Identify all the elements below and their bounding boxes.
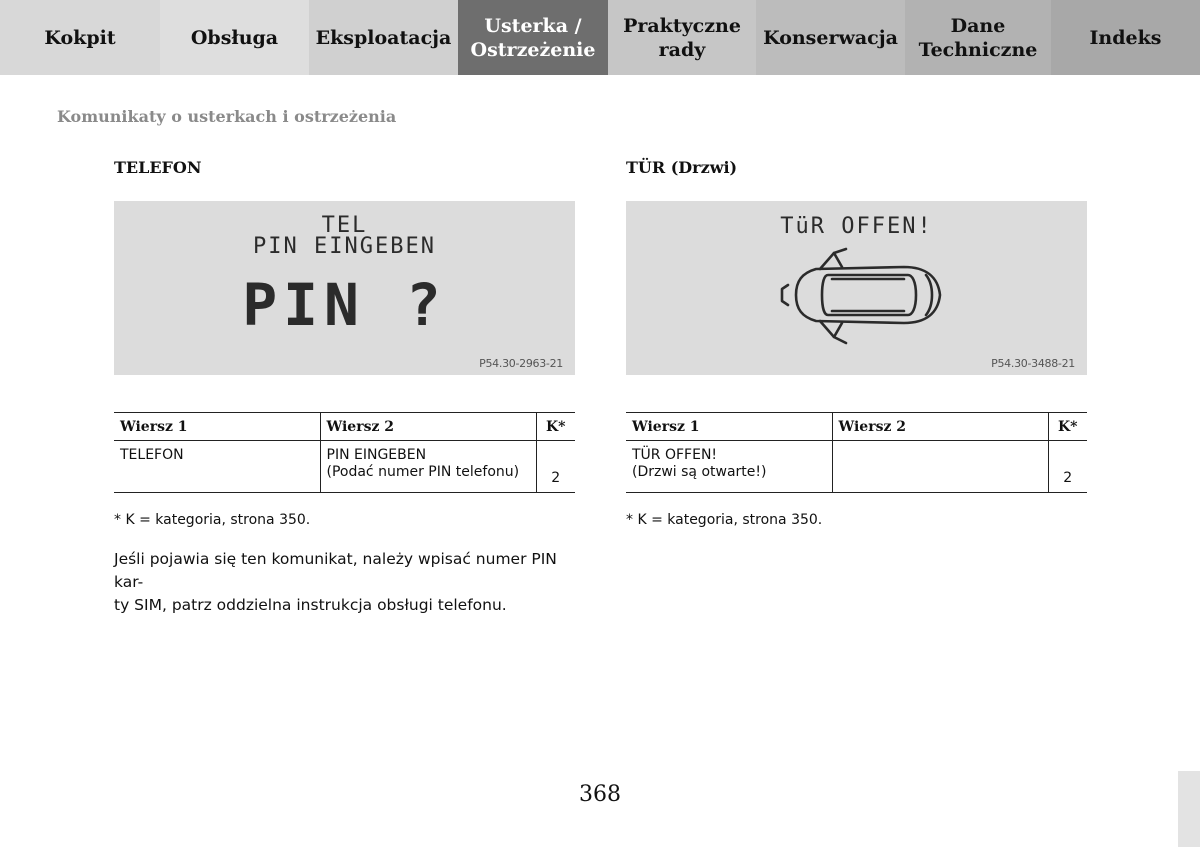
cell-wiersz-2 xyxy=(832,441,1048,493)
chapter-tab-label: Indeks xyxy=(1089,26,1162,49)
car-open-door-icon xyxy=(776,245,946,349)
cell-wiersz-1: TELEFON xyxy=(114,441,320,493)
chapter-tab-bar xyxy=(0,0,1200,75)
telefon-display-image xyxy=(114,201,575,375)
header-wiersz-2: Wiersz 2 xyxy=(320,413,536,441)
chapter-tab-label: Kokpit xyxy=(44,26,116,49)
cell-wiersz-1: TÜR OFFEN! (Drzwi są otwarte!) xyxy=(626,441,832,493)
telefon-heading: TELEFON xyxy=(114,158,202,177)
display-line-tel: TEL xyxy=(321,213,368,238)
section-title: Komunikaty o usterkach i ostrzeżenia xyxy=(57,107,397,126)
chapter-tab-label: Dane Techniczne xyxy=(918,14,1038,61)
footnote: * K = kategoria, strona 350. xyxy=(114,512,311,528)
page-edge-marker xyxy=(1178,771,1200,847)
table-row xyxy=(114,441,575,493)
page-number: 368 xyxy=(579,782,621,807)
tur-heading: TÜR (Drzwi) xyxy=(626,158,738,177)
tur-display-image xyxy=(626,201,1087,375)
cell-k: 2 xyxy=(1048,441,1087,493)
display-line-pin-eingeben: PIN EINGEBEN xyxy=(253,234,436,259)
chapter-tab-label: Praktyczne rady xyxy=(623,14,741,61)
header-wiersz-2: Wiersz 2 xyxy=(832,413,1048,441)
figure-reference: P54.30-2963-21 xyxy=(479,357,563,370)
cell-k: 2 xyxy=(536,441,575,493)
chapter-tab-4[interactable] xyxy=(608,0,756,75)
chapter-tab-3[interactable] xyxy=(458,0,608,75)
display-line-tur-offen: TüR OFFEN! xyxy=(780,214,933,239)
body-paragraph: Jeśli pojawia się ten komunikat, należy wpisać numer PIN kar- ty SIM, patrz oddzielna instrukcja obsługi telefonu. xyxy=(114,550,557,614)
header-wiersz-1: Wiersz 1 xyxy=(114,413,320,441)
chapter-tab-5[interactable] xyxy=(756,0,905,75)
figure-reference: P54.30-3488-21 xyxy=(991,357,1075,370)
chapter-tab-1[interactable] xyxy=(160,0,309,75)
table-header-row xyxy=(114,413,575,441)
chapter-tab-2[interactable] xyxy=(309,0,458,75)
chapter-tab-7[interactable] xyxy=(1051,0,1200,75)
cell-wiersz-2: PIN EINGEBEN (Podać numer PIN telefonu) xyxy=(320,441,536,493)
table-row xyxy=(626,441,1087,493)
chapter-tab-label: Usterka / Ostrzeżenie xyxy=(470,14,596,61)
chapter-tab-6[interactable] xyxy=(905,0,1051,75)
chapter-tab-label: Obsługa xyxy=(190,26,279,49)
tur-message-table xyxy=(626,412,1087,493)
display-line-pin-question: PIN ? xyxy=(242,271,447,339)
header-k: K* xyxy=(1048,413,1087,441)
chapter-tab-label: Eksploatacja xyxy=(315,26,452,49)
header-wiersz-1: Wiersz 1 xyxy=(626,413,832,441)
telefon-message-table xyxy=(114,412,575,493)
footnote: * K = kategoria, strona 350. xyxy=(626,512,823,528)
chapter-tab-label: Konserwacja xyxy=(763,26,898,49)
chapter-tab-0[interactable] xyxy=(0,0,160,75)
table-header-row xyxy=(626,413,1087,441)
header-k: K* xyxy=(536,413,575,441)
